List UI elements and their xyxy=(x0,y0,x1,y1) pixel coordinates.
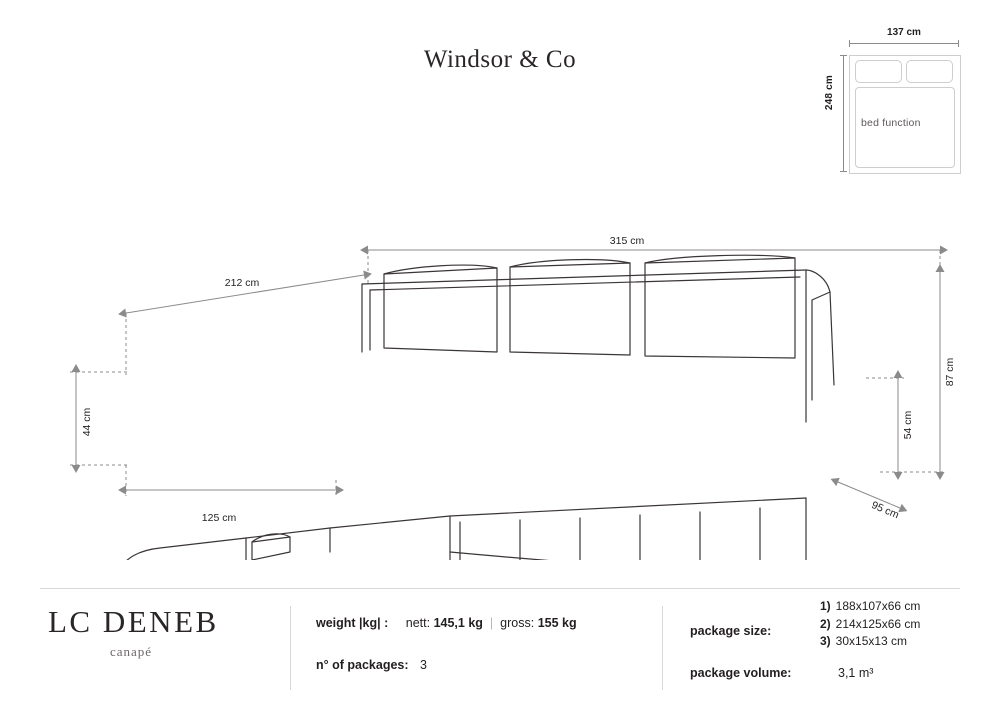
bed-width-dimension xyxy=(849,22,959,40)
package-size: 30x15x13 cm xyxy=(835,634,908,648)
packages-value: 3 xyxy=(420,658,427,672)
dimension-chaise-depth: 212 cm xyxy=(224,277,260,289)
nett-label: nett: xyxy=(405,616,431,630)
package-volume-value: 3,1 m³ xyxy=(838,666,874,680)
dimension-back-height: 87 cm xyxy=(944,357,956,387)
spec-separator: | xyxy=(489,616,494,630)
package-size-list xyxy=(820,598,920,651)
spec-footer xyxy=(0,588,1000,707)
bed-pillow-left xyxy=(855,60,902,83)
packages-label: n° of packages: xyxy=(316,658,409,672)
list-item xyxy=(820,616,920,634)
list-item xyxy=(820,598,920,616)
package-size: 214x125x66 cm xyxy=(835,616,921,631)
dimension-seat-height: 54 cm xyxy=(902,410,914,440)
nett-value: 145,1 kg xyxy=(433,616,483,630)
brand-title: Windsor & Co xyxy=(423,46,577,73)
bed-pillow-right xyxy=(906,60,953,83)
package-volume-label: package volume: xyxy=(690,666,792,680)
package-index: 1) xyxy=(820,599,831,613)
footer-divider-left xyxy=(290,606,291,690)
list-item xyxy=(820,633,920,651)
package-index: 2) xyxy=(820,616,831,631)
dimension-chaise-width: 125 cm xyxy=(201,512,237,524)
dimension-chaise-height: 44 cm xyxy=(81,407,93,437)
sofa-technical-drawing xyxy=(0,200,1000,560)
gross-value: 155 kg xyxy=(537,616,577,630)
package-size-label: package size: xyxy=(690,624,772,638)
weight-spec xyxy=(316,616,577,630)
bed-width-dimension-line xyxy=(849,43,959,44)
product-name: LC DENEB xyxy=(48,604,219,639)
package-size: 188x107x66 cm xyxy=(835,599,921,613)
product-subtitle: canapé xyxy=(110,644,153,659)
bed-height-value: 248 cm xyxy=(824,75,835,111)
footer-top-divider xyxy=(40,588,960,589)
bed-function-label: bed function xyxy=(861,117,921,129)
package-index: 3) xyxy=(820,634,831,648)
weight-label: weight |kg| : xyxy=(316,616,389,630)
bed-function-diagram xyxy=(849,55,959,172)
package-count-spec xyxy=(316,658,427,672)
bed-width-value: 137 cm xyxy=(887,27,921,38)
gross-label: gross: xyxy=(500,616,535,630)
bed-height-dimension-line xyxy=(843,55,844,172)
footer-divider-right xyxy=(662,606,663,690)
dimension-side-depth: 95 cm xyxy=(869,499,901,522)
dimension-overall-width: 315 cm xyxy=(609,235,645,247)
